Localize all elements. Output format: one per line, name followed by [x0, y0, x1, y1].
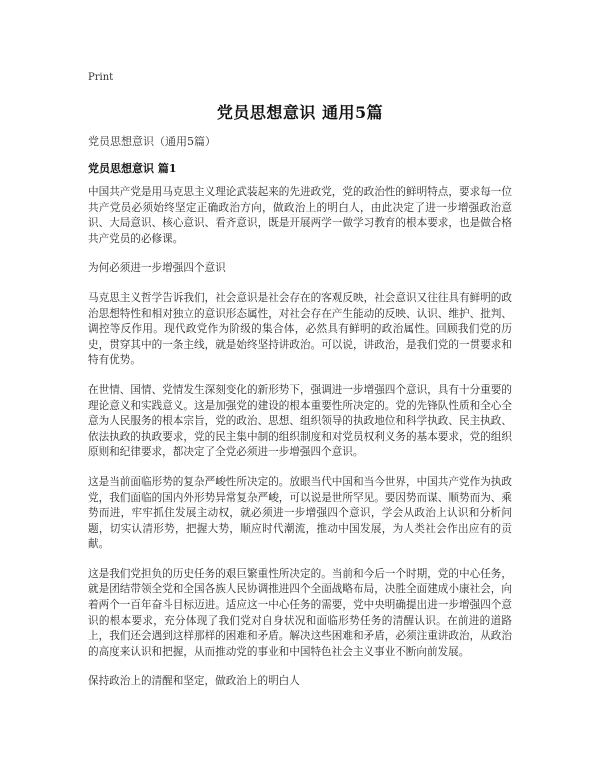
- section-heading: 党员思想意识 篇1: [88, 162, 177, 175]
- paragraph: 在世情、国情、党情发生深刻变化的新形势下，强调进一步增强四个意识，具有十分重要的理论意义和实践意义。这是加强党的建设的根本重要性所决定的。党的先锋队性质和全心全意为人民服务的根本宗旨，党的政治、思想、组织领导的执政地位和科学执政、民主执政、依法执政的执政要求，党的民主集中制的组织制度和对党员权利义务的基本要求，党的组织原则和纪律要求，都决定了全党必须进一步增强四个意识。: [88, 383, 512, 459]
- paragraph-heading: 为何必须进一步增强四个意识: [88, 262, 226, 275]
- paragraph: 这是当前面临形势的复杂严峻性所决定的。放眼当代中国和当今世界，中国共产党作为执政党，我们面临的国内外形势异常复杂严峻，可以说是世所罕见。要因势而谋、顺势而为、乘势而进，牢牢抓住发展主动权，就必须进一步增强四个意识，学会从政治上认识和分析问题，切实认清形势，把握大势，顺应时代潮流，推动中国发展，为人类社会作出应有的贡献。: [88, 475, 512, 551]
- page-title: 党员思想意识 通用5篇: [216, 103, 384, 122]
- paragraph: 这是我们党担负的历史任务的艰巨繁重性所决定的。当前和今后一个时期，党的中心任务，就是团结带领全党和全国各族人民协调推进四个全面战略布局，决胜全面建成小康社会，向着两个一百年奋斗目标迈进。适应这一中心任务的需要，党中央明确提出进一步增强四个意识的根本要求，充分体现了我们党对自身状况和面临形势任务的清醒认识。在前进的道路上，我们还会遇到这样那样的困难和矛盾。解决这些困难和矛盾，必须注重讲政治，从政治的高度来认识和把握，从而推动党的事业和中国特色社会主义事业不断向前发展。: [88, 567, 512, 658]
- paragraph-heading: 保持政治上的清醒和坚定，做政治上的明白人: [88, 675, 300, 688]
- article-body: [88, 185, 512, 704]
- paragraph: 马克思主义哲学告诉我们，社会意识是社会存在的客观反映，社会意识又往往具有鲜明的政治思想特性和相对独立的意识形态属性，对社会存在产生能动的反映、认识、维护、批判、调控等反作用。现代政党作为阶级的集合体，必然具有鲜明的政治属性。回顾我们党的历史，贯穿其中的一条主线，就是始终坚持讲政治。可以说，讲政治，是我们党的一贯要求和特有优势。: [88, 291, 512, 367]
- paragraph: 中国共产党是用马克思主义理论武装起来的先进政党，党的政治性的鲜明特点，要求每一位共产党员必须始终坚定正确政治方向，做政治上的明白人，由此决定了进一步增强政治意识、大局意识、核心意识、看齐意识，既是开展两学一做学习教育的根本要求，也是做合格共产党员的必修课。: [88, 186, 512, 245]
- print-label[interactable]: Print: [88, 72, 114, 83]
- document-subtitle: 党员思想意识（通用5篇）: [88, 135, 216, 148]
